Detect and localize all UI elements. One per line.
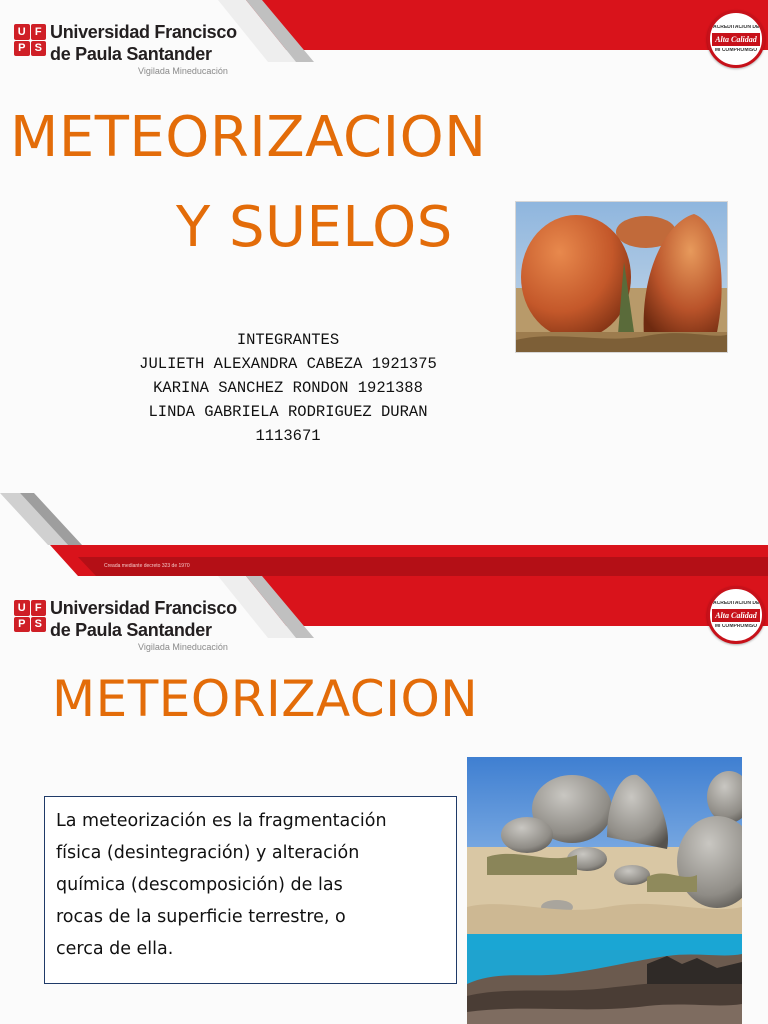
title-line2: Y SUELOS xyxy=(176,195,453,260)
quality-seal-icon xyxy=(707,10,765,68)
seal-bottom-text: MI COMPROMISO xyxy=(714,623,758,629)
university-name-line2: de Paula Santander xyxy=(50,620,212,640)
lake-image xyxy=(467,934,742,1024)
university-logo xyxy=(14,22,237,76)
quality-seal-icon xyxy=(707,586,765,644)
seal-middle-text: Alta Calidad xyxy=(712,33,760,46)
ufps-logo-mark xyxy=(14,600,46,632)
university-name-line2: de Paula Santander xyxy=(50,44,212,64)
definition-line: física (desintegración) y alteración xyxy=(56,843,360,863)
logo-letter: F xyxy=(31,600,47,616)
logo-letter: U xyxy=(14,600,30,616)
university-subtitle: Vigilada Mineducación xyxy=(138,66,228,76)
definition-line: rocas de la superficie terrestre, o xyxy=(56,907,346,927)
footer-note: Creada mediante decreto 323 de 1970 xyxy=(104,563,190,569)
definition-line: química (descomposición) de las xyxy=(56,875,343,895)
logo-letter: P xyxy=(14,617,30,633)
boulders-image xyxy=(467,757,742,934)
content-slide xyxy=(0,576,768,1024)
members-heading: INTEGRANTES xyxy=(236,331,340,349)
logo-letter: P xyxy=(14,41,30,57)
ufps-logo-mark xyxy=(14,24,46,56)
logo-letter: S xyxy=(31,617,47,633)
definition-line: cerca de ella. xyxy=(56,939,174,959)
definition-line: La meteorización es la fragmentación xyxy=(56,811,387,831)
seal-bottom-text: MI COMPROMISO xyxy=(714,47,758,53)
member-line: 1113671 xyxy=(255,427,321,445)
logo-letter: F xyxy=(31,24,47,40)
member-line: LINDA GABRIELA RODRIGUEZ DURAN xyxy=(148,403,428,421)
member-line: KARINA SANCHEZ RONDON 1921388 xyxy=(153,379,423,397)
title-line1: METEORIZACION xyxy=(10,105,487,170)
logo-letter: U xyxy=(14,24,30,40)
slide-heading: METEORIZACION xyxy=(52,670,479,728)
seal-middle-text: Alta Calidad xyxy=(712,609,760,622)
logo-letter: S xyxy=(31,41,47,57)
seal-top-text: ACREDITACIÓN DE xyxy=(713,601,759,607)
rocks-image xyxy=(515,201,728,353)
university-subtitle: Vigilada Mineducación xyxy=(138,642,228,652)
definition-box xyxy=(44,796,457,984)
university-name-line1: Universidad Francisco xyxy=(50,598,237,618)
member-line: JULIETH ALEXANDRA CABEZA 1921375 xyxy=(139,355,437,373)
members-block xyxy=(70,328,506,448)
seal-top-text: ACREDITACIÓN DE xyxy=(713,25,759,31)
university-name-line1: Universidad Francisco xyxy=(50,22,237,42)
university-logo xyxy=(14,598,237,652)
